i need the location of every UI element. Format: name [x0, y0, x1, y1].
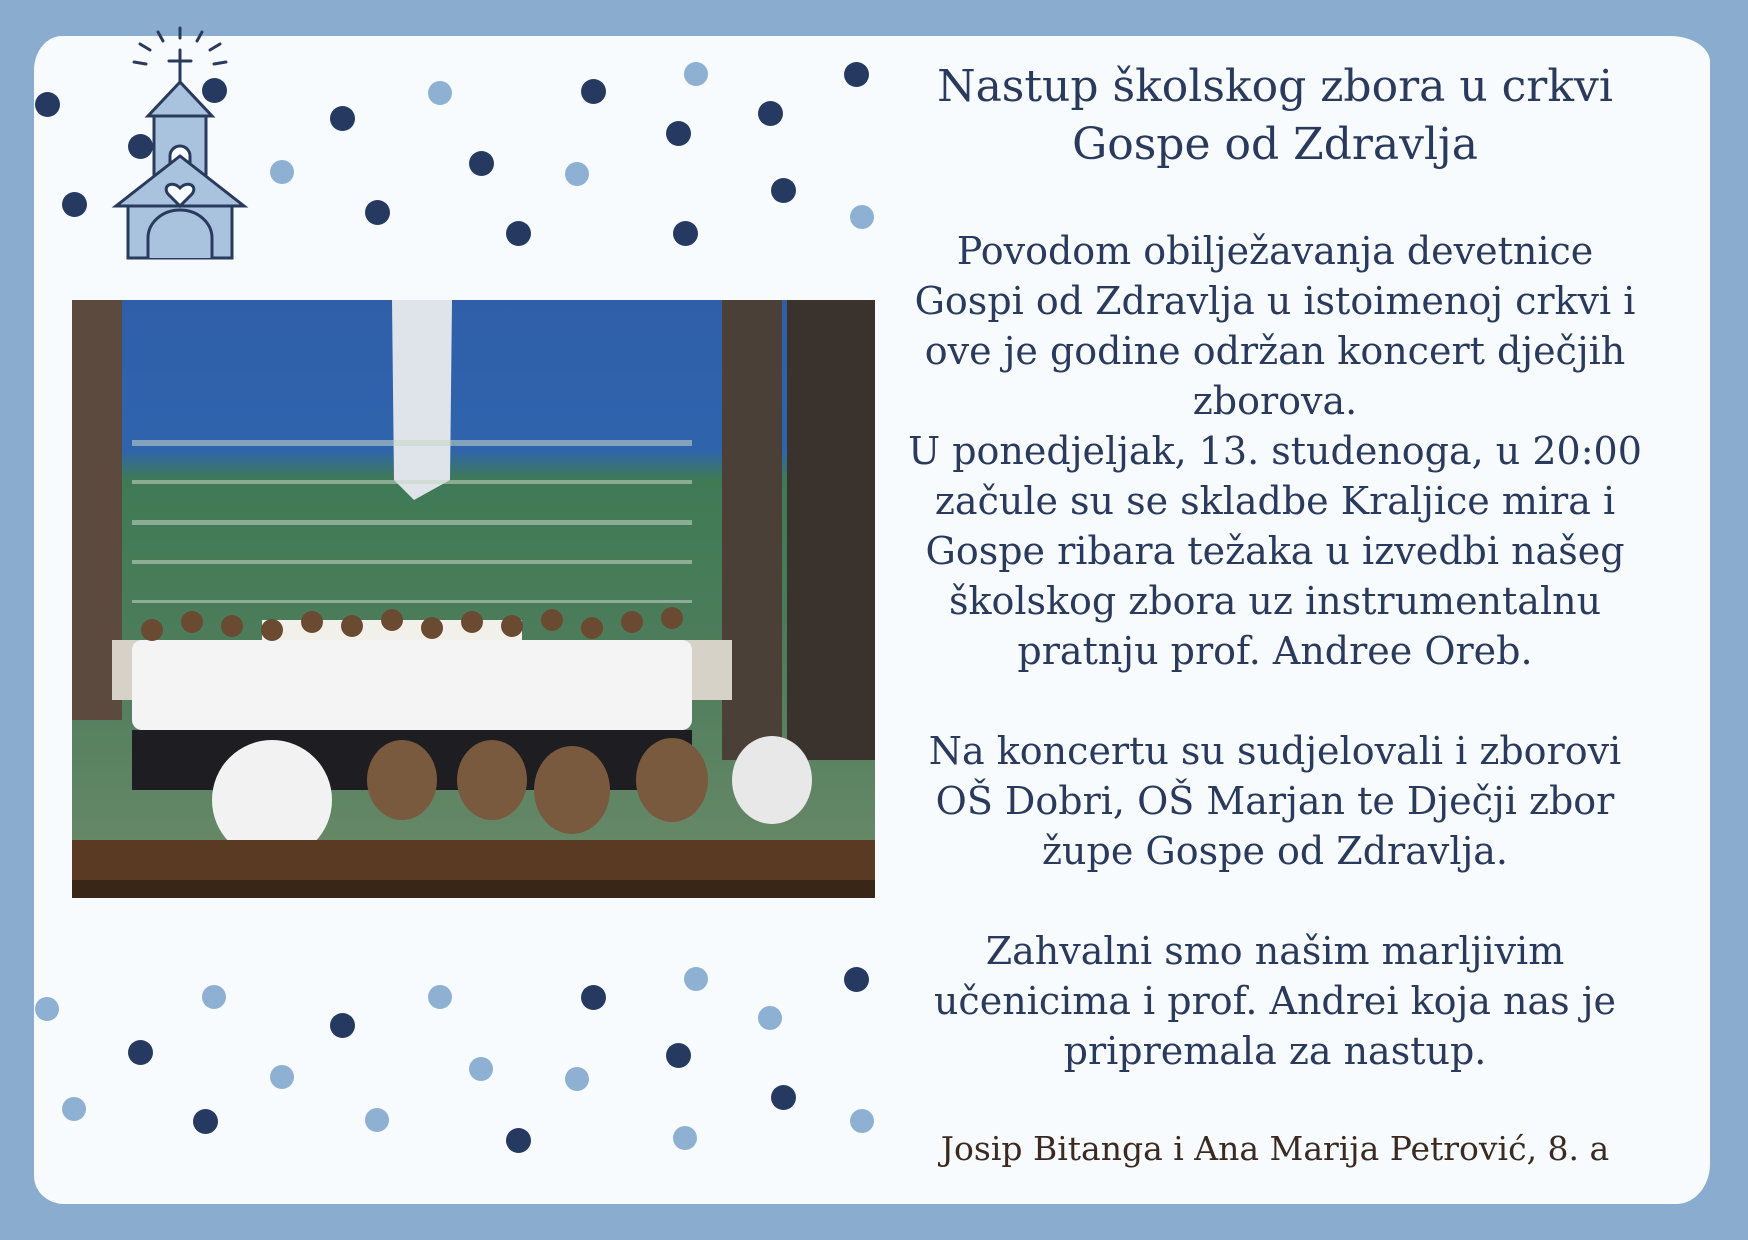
decorative-dot [469, 1057, 493, 1081]
text-line: U ponedjeljak, 13. studenoga, u 20:00 [908, 429, 1642, 473]
paragraph-3 [880, 926, 1670, 1076]
title-line-2: Gospe od Zdravlja [1072, 119, 1478, 170]
decorative-dot [758, 101, 783, 126]
church-icon [110, 24, 250, 260]
decorative-dot [850, 205, 874, 229]
decorative-dot [506, 221, 531, 246]
decorative-dot [330, 106, 355, 131]
decorative-dot [844, 62, 869, 87]
text-line: Zahvalni smo našim marljivim [985, 929, 1565, 973]
text-line: pripremala za nastup. [1063, 1029, 1487, 1073]
decorative-dot [581, 985, 606, 1010]
author-credit: Josip Bitanga i Ana Marija Petrović, 8. a [940, 1129, 1610, 1168]
decorative-dot [758, 1006, 782, 1030]
decorative-dot [506, 1128, 531, 1153]
decorative-dot [128, 1040, 153, 1065]
decorative-dot [565, 1067, 589, 1091]
text-line: Na koncertu su sudjelovali i zborovi [928, 729, 1622, 773]
decorative-dot [684, 62, 708, 86]
article-body [880, 226, 1670, 1076]
decorative-dot [850, 1109, 874, 1133]
decorative-dot [270, 160, 294, 184]
decorative-dot [565, 162, 589, 186]
paragraph-1 [880, 226, 1670, 676]
decorative-dot [365, 1108, 389, 1132]
decorative-dot [62, 192, 87, 217]
page-title [890, 58, 1660, 174]
text-line: OŠ Dobri, OŠ Marjan te Dječji zbor [935, 779, 1615, 823]
decorative-dot [202, 985, 226, 1009]
decorative-dot [35, 997, 59, 1021]
text-line: školskog zbora uz instrumentalnu [948, 579, 1602, 623]
decorative-dot [673, 1126, 697, 1150]
text-line: Gospe ribara težaka u izvedbi našeg [925, 529, 1625, 573]
decorative-dot [469, 151, 494, 176]
paragraph-2 [880, 726, 1670, 876]
decorative-dot [673, 221, 698, 246]
decorative-dot [428, 81, 452, 105]
decorative-dot [844, 967, 869, 992]
decorative-dot [365, 200, 390, 225]
text-line: začule su se skladbe Kraljice mira i [934, 479, 1616, 523]
text-line: ove je godine održan koncert dječjih [924, 329, 1626, 373]
decorative-dot [771, 1085, 796, 1110]
decorative-dot [330, 1013, 355, 1038]
text-line: pratnju prof. Andree Oreb. [1017, 629, 1533, 673]
choir-photo [72, 300, 875, 898]
decorative-dot [270, 1065, 294, 1089]
decorative-dot [666, 1043, 691, 1068]
text-line: učenicima i prof. Andrei koja nas je [933, 979, 1617, 1023]
decorative-dot [35, 92, 60, 117]
decorative-dot [193, 1109, 218, 1134]
text-line: zborova. [1192, 379, 1358, 423]
decorative-dot [428, 985, 452, 1009]
text-line: Povodom obilježavanja devetnice [956, 229, 1594, 273]
decorative-dot [684, 967, 708, 991]
title-line-1: Nastup školskog zbora u crkvi [937, 61, 1613, 112]
decorative-dot [771, 178, 796, 203]
decorative-dot [62, 1097, 86, 1121]
text-line: Gospi od Zdravlja u istoimenoj crkvi i [914, 279, 1636, 323]
text-line: župe Gospe od Zdravlja. [1042, 829, 1508, 873]
decorative-dot [581, 79, 606, 104]
decorative-dot [666, 121, 691, 146]
